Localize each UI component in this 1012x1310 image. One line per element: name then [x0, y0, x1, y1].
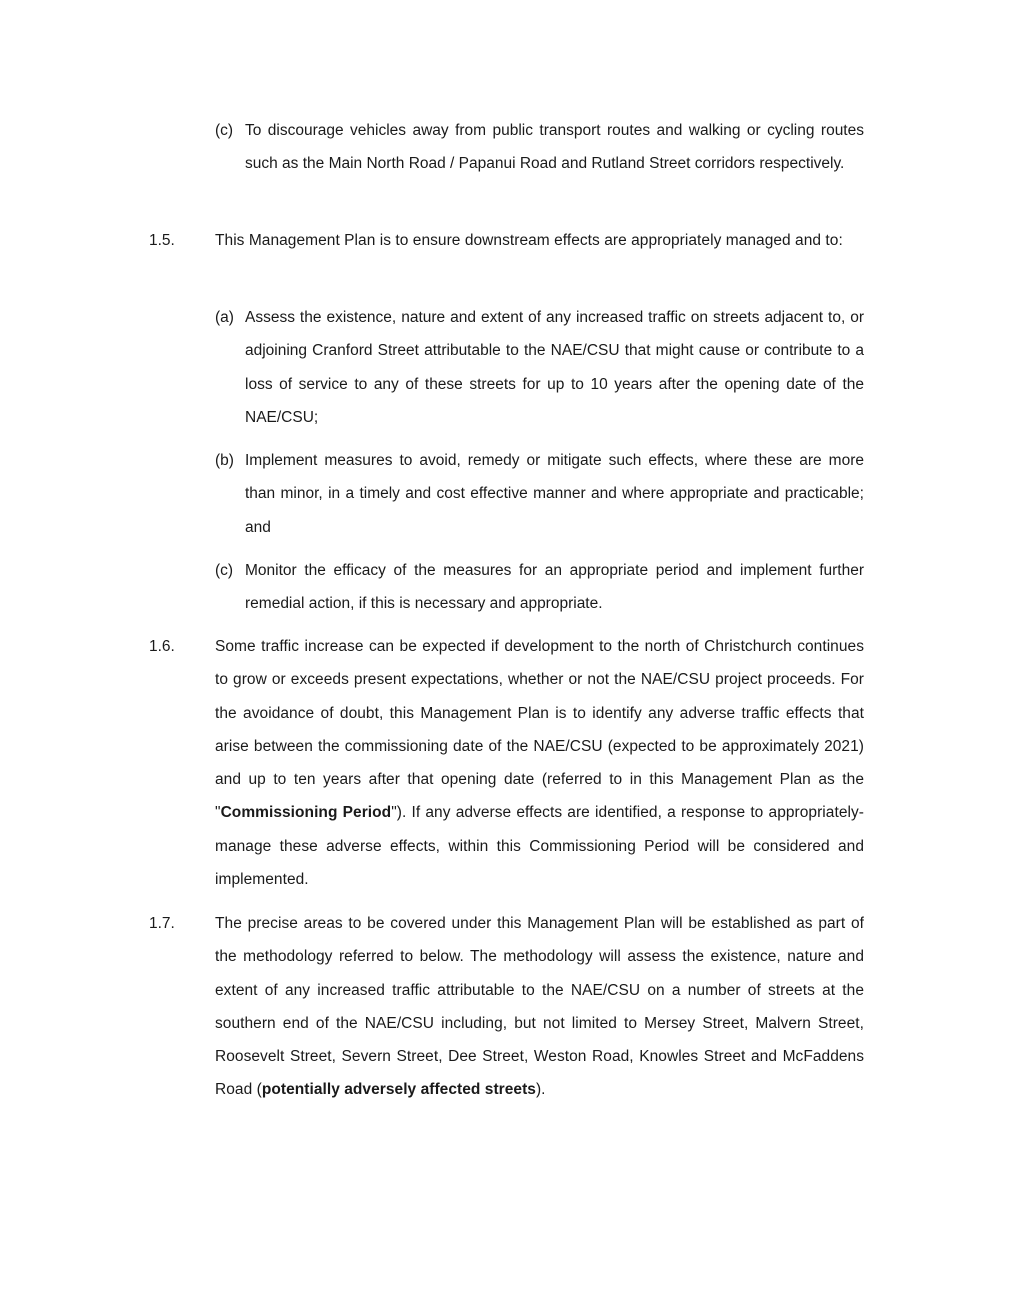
paragraph-text-part: ). — [535, 1081, 546, 1099]
paragraph-text-part: "). If any adverse effects are identified, a response to appropriately-manage these adverse effects, within this Commissioning Period will be considered and implemented. — [215, 804, 865, 889]
paragraph-number: 1.5. — [149, 232, 175, 249]
sub-item-label: (c) — [215, 122, 234, 139]
sub-item-label: (b) — [215, 452, 234, 469]
paragraph-text-part: The precise areas to be covered under this Management Plan will be established as part of the methodology referred to below. The methodology will assess the existence, nature and extent of any increased traffic attributable to the NAE/CSU on a number of streets at the southern end of the NAE/CSU including, but not limited to Mersey Street, Malvern Street, Roosevelt Street, Severn Street, Dee Street, Weston Road, Knowles Street and McFaddens Road ( — [215, 915, 864, 1099]
paragraph-number: 1.6. — [149, 638, 175, 655]
sub-item-text: Monitor the efficacy of the measures for an appropriate period and implement further remedial action, if this is necessary and appropriate. — [245, 562, 864, 613]
paragraph-text: This Management Plan is to ensure downstream effects are appropriately managed and to: — [215, 232, 843, 249]
defined-term: Commissioning Period — [220, 804, 392, 822]
paragraph-text-part: Some traffic increase can be expected if development to the north of Christchurch continues to grow or exceeds present expectations, whether or not the NAE/CSU project proceeds. For the avoidance of doubt, this Management Plan is to identify any adverse traffic effects that arise between the commissioning date of the NAE/CSU (expected to be approximately 2021) and up to ten years after that opening date (referred to in this Management Plan as the " — [215, 638, 864, 822]
sub-item-label: (a) — [215, 309, 234, 326]
defined-term: potentially adversely affected streets — [261, 1081, 536, 1099]
sub-item-text: Assess the existence, nature and extent of any increased traffic on streets adjacent to, or adjoining Cranford Street attributable to the NAE/CSU that might cause or contribute to a loss of service to any of these streets for up to 10 years after the opening date of the NAE/CSU; — [245, 309, 864, 426]
sub-item-label: (c) — [215, 562, 234, 579]
sub-item-text: To discourage vehicles away from public transport routes and walking or cycling routes such as the Main North Road / Papanui Road and Rutland Street corridors respectively. — [245, 122, 864, 173]
paragraph-text — [215, 907, 864, 1107]
paragraph-number: 1.7. — [149, 915, 175, 932]
paragraph-text — [215, 630, 864, 896]
sub-item-text: Implement measures to avoid, remedy or mitigate such effects, where these are more than minor, in a timely and cost effective manner and where appropriate and practicable; and — [245, 452, 864, 536]
